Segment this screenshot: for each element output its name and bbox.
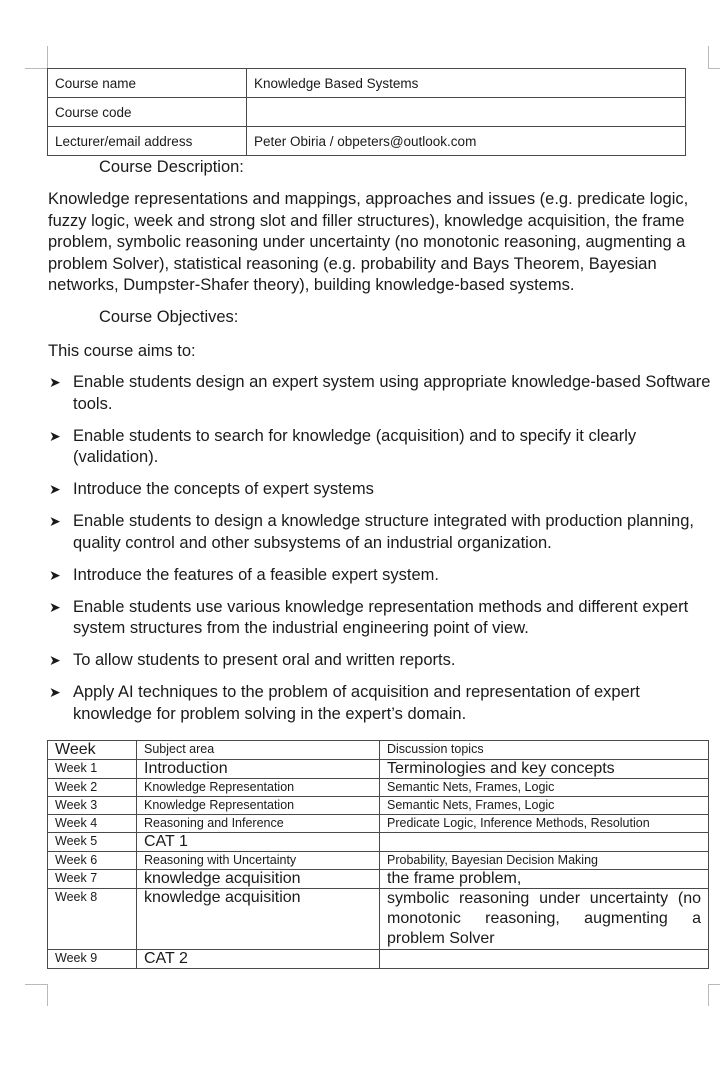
topics-cell: Semantic Nets, Frames, Logic — [380, 797, 709, 815]
course-name-value: Knowledge Based Systems — [247, 69, 686, 98]
objectives-list — [48, 372, 713, 736]
corner-mark-top-right-h — [708, 68, 720, 69]
objective-item: ➤ Enable students design an expert system using appropriate knowledge-based Software tools. — [49, 373, 711, 413]
topics-cell: Semantic Nets, Frames, Logic — [380, 779, 709, 797]
subject-cell: Reasoning with Uncertainty — [137, 852, 380, 870]
schedule-header-row — [48, 741, 709, 760]
header-subject-area: Subject area — [137, 741, 380, 760]
week-cell: Week 9 — [48, 950, 137, 969]
topics-cell: Predicate Logic, Inference Methods, Resolution — [380, 815, 709, 833]
week-cell: Week 3 — [48, 797, 137, 815]
corner-mark-bottom-left-h — [25, 984, 47, 985]
objective-item: ➤ Enable students to design a knowledge structure integrated with production planning, quality control and other subsystems of an industrial organization. — [49, 512, 694, 552]
objective-item: ➤ Introduce the features of a feasible expert system. — [48, 565, 713, 587]
course-code-value — [247, 98, 686, 127]
objective-item: ➤ Enable students use various knowledge representation methods and different expert system structures from the industrial engineering point of view. — [49, 597, 689, 637]
table-row — [48, 950, 709, 969]
topics-cell — [380, 950, 709, 969]
arrow-bullet-icon: ➤ — [49, 598, 61, 615]
topics-cell: the frame problem, — [380, 870, 709, 889]
course-code-row — [48, 98, 686, 127]
week-cell: Week 8 — [48, 889, 137, 950]
topics-cell — [380, 833, 709, 852]
schedule-table — [47, 740, 709, 969]
table-row — [48, 815, 709, 833]
week-cell: Week 4 — [48, 815, 137, 833]
table-row — [48, 870, 709, 889]
table-row — [48, 833, 709, 852]
table-row — [48, 852, 709, 870]
arrow-bullet-icon: ➤ — [49, 481, 61, 497]
subject-cell: Introduction — [137, 760, 380, 779]
objective-item: ➤ To allow students to present oral and written reports. — [48, 650, 713, 672]
course-info-table — [47, 68, 686, 156]
topics-cell: Probability, Bayesian Decision Making — [380, 852, 709, 870]
lecturer-label: Lecturer/email address — [48, 127, 247, 156]
week-cell: Week 7 — [48, 870, 137, 889]
arrow-bullet-icon: ➤ — [49, 652, 61, 668]
header-discussion-topics: Discussion topics — [380, 741, 709, 760]
week-cell: Week 6 — [48, 852, 137, 870]
lecturer-value: Peter Obiria / obpeters@outlook.com — [247, 127, 686, 156]
subject-cell: knowledge acquisition — [137, 889, 380, 950]
course-name-row — [48, 69, 686, 98]
subject-cell: Knowledge Representation — [137, 797, 380, 815]
subject-cell: CAT 2 — [137, 950, 380, 969]
corner-mark-bottom-right-v — [708, 984, 709, 1006]
course-code-label: Course code — [48, 98, 247, 127]
week-cell: Week 1 — [48, 760, 137, 779]
topics-cell: Terminologies and key concepts — [380, 760, 709, 779]
objective-item: ➤ Enable students to search for knowledge (acquisition) and to specify it clearly (validation). — [49, 426, 637, 466]
arrow-bullet-icon: ➤ — [49, 566, 61, 583]
topics-cell: symbolic reasoning under uncertainty (no monotonic reasoning, augmenting a problem Solver — [380, 889, 709, 950]
corner-mark-bottom-right-h — [708, 984, 720, 985]
course-name-label: Course name — [48, 69, 247, 98]
corner-mark-top-left-h — [25, 68, 47, 69]
objective-item: ➤ Apply AI techniques to the problem of acquisition and representation of expert knowledge for problem solving in the expert’s domain. — [49, 683, 640, 723]
week-cell: Week 5 — [48, 833, 137, 852]
arrow-bullet-icon: ➤ — [49, 427, 61, 444]
table-row — [48, 779, 709, 797]
corner-mark-bottom-left-v — [47, 984, 48, 1006]
objectives-intro: This course aims to: — [48, 342, 196, 360]
subject-cell: CAT 1 — [137, 833, 380, 852]
course-objectives-heading: Course Objectives: — [99, 308, 239, 326]
week-cell: Week 2 — [48, 779, 137, 797]
course-description-heading: Course Description: — [99, 158, 244, 176]
arrow-bullet-icon: ➤ — [49, 513, 61, 529]
arrow-bullet-icon: ➤ — [49, 684, 61, 700]
corner-mark-top-right-v — [708, 46, 709, 68]
subject-cell: Reasoning and Inference — [137, 815, 380, 833]
subject-cell: knowledge acquisition — [137, 870, 380, 889]
header-week: Week — [48, 741, 137, 760]
subject-cell: Knowledge Representation — [137, 779, 380, 797]
arrow-bullet-icon: ➤ — [49, 374, 61, 390]
corner-mark-top-left-v — [47, 46, 48, 68]
table-row — [48, 797, 709, 815]
objective-item: ➤ Introduce the concepts of expert systems — [48, 479, 713, 501]
course-description-text: Knowledge representations and mappings, approaches and issues (e.g. predicate logic, fuzzy logic, week and strong slot and filler structures), knowledge acquisition, the frame problem, symbolic reasoning under uncertainty (no monotonic reasoning, augmenting a problem Solver), statistical reasoning (e.g. probability and Bays Theorem, Bayesian networks, Dumpster-Shafer theory), building knowledge-based systems. — [48, 190, 689, 294]
table-row — [48, 889, 709, 950]
table-row — [48, 760, 709, 779]
lecturer-row — [48, 127, 686, 156]
